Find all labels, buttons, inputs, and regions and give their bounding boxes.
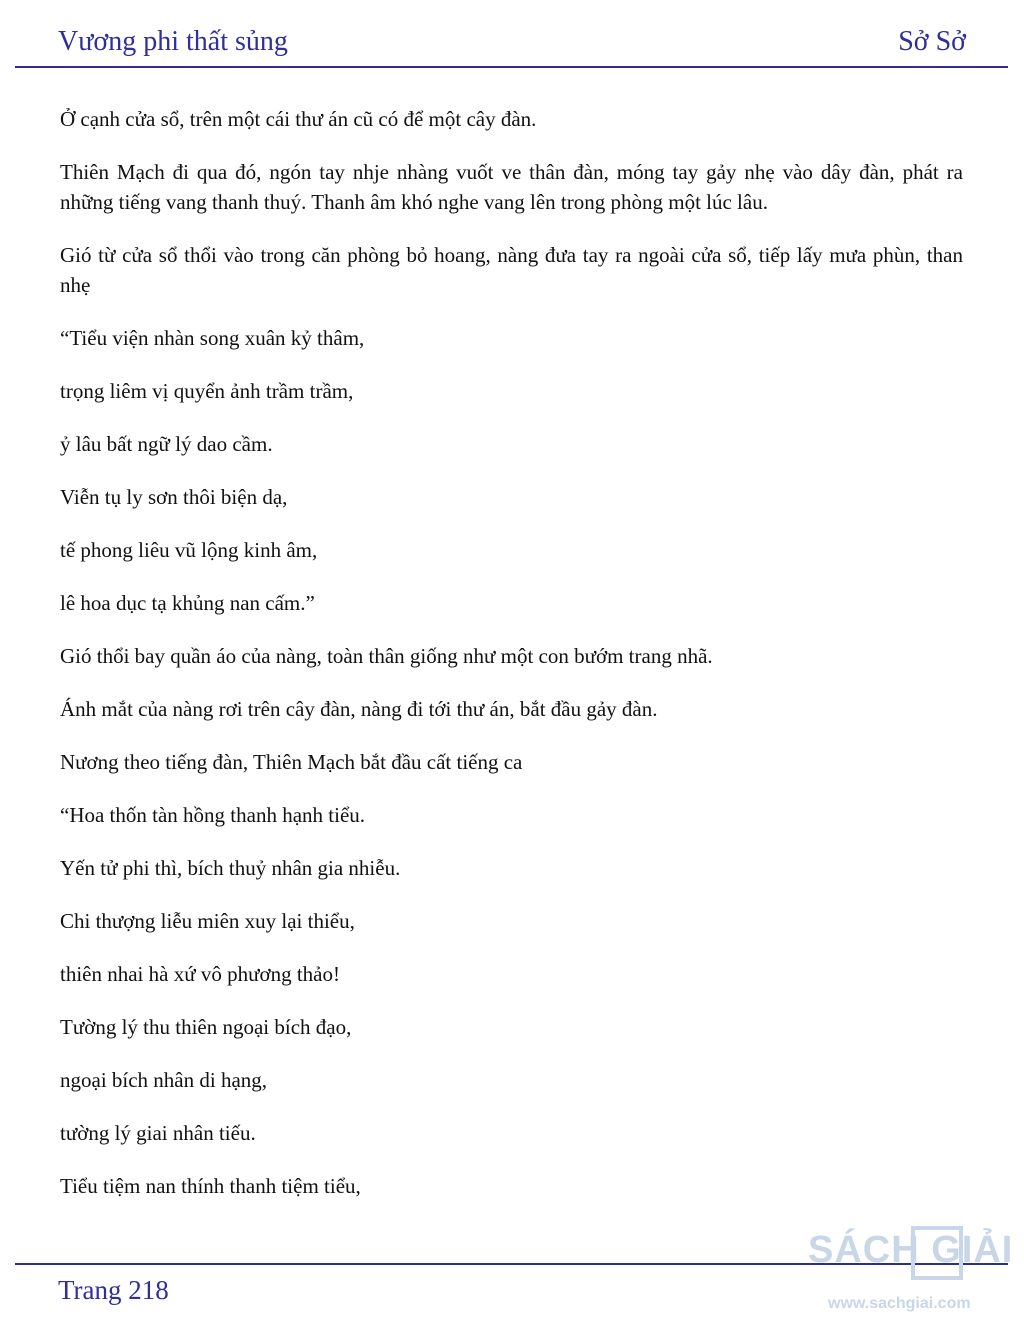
poem-line: “Hoa thốn tàn hồng thanh hạnh tiểu. (60, 803, 366, 827)
poem-line: Tiểu tiệm nan thính thanh tiệm tiểu, (60, 1174, 361, 1198)
paragraph: Nương theo tiếng đàn, Thiên Mạch bắt đầu cất tiếng ca (60, 750, 523, 774)
page-number: Trang 218 (58, 1275, 169, 1305)
paragraph: Ở cạnh cửa sổ, trên một cái thư án cũ có để một cây đàn. (60, 107, 537, 131)
paragraph: Ánh mắt của nàng rơi trên cây đàn, nàng đi tới thư án, bắt đầu gảy đàn. (60, 697, 658, 721)
paragraph: Gió thổi bay quần áo của nàng, toàn thân giống như một con bướm trang nhã. (60, 644, 713, 668)
watermark-url: www.sachgiai.com (828, 1295, 971, 1312)
author-name: Sở Sở (898, 26, 966, 57)
poem-line: Tường lý thu thiên ngoại bích đạo, (60, 1015, 352, 1039)
poem-line: Yến tử phi thì, bích thuỷ nhân gia nhiễu. (60, 856, 401, 880)
poem-line: thiên nhai hà xứ vô phương thảo! (60, 962, 340, 986)
book-title: Vương phi thất sủng (58, 26, 288, 57)
paragraph: Thiên Mạch đi qua đó, ngón tay nhje nhàng vuốt ve thân đàn, móng tay gảy nhẹ vào dây đàn, phát ra những tiếng vang thanh thuý. Thanh âm khó nghe vang lên trong phòng một lúc lâu. (60, 160, 963, 214)
poem-line: ỷ lâu bất ngữ lý dao cầm. (60, 432, 273, 456)
poem-line: Chi thượng liễu miên xuy lại thiểu, (60, 909, 355, 933)
poem-line: tế phong liêu vũ lộng kinh âm, (60, 538, 318, 562)
poem-line: tường lý giai nhân tiếu. (60, 1121, 256, 1145)
watermark-logo-text: SÁCH GIẢI (808, 1229, 1014, 1271)
page-header (15, 22, 1008, 68)
poem-line: trọng liêm vị quyển ảnh trầm trầm, (60, 379, 354, 403)
paragraph: Gió từ cửa sổ thổi vào trong căn phòng bỏ hoang, nàng đưa tay ra ngoài cửa sổ, tiếp lấy mưa phùn, than nhẹ (60, 243, 963, 297)
watermark (808, 1229, 1018, 1319)
poem-line: lê hoa dục tạ khủng nan cấm.” (60, 591, 315, 615)
poem-line: ngoại bích nhân di hạng, (60, 1068, 268, 1092)
poem-line: Viễn tụ ly sơn thôi biện dạ, (60, 485, 288, 509)
page-body (60, 104, 963, 1224)
poem-line: “Tiểu viện nhàn song xuân kỷ thâm, (60, 326, 365, 350)
